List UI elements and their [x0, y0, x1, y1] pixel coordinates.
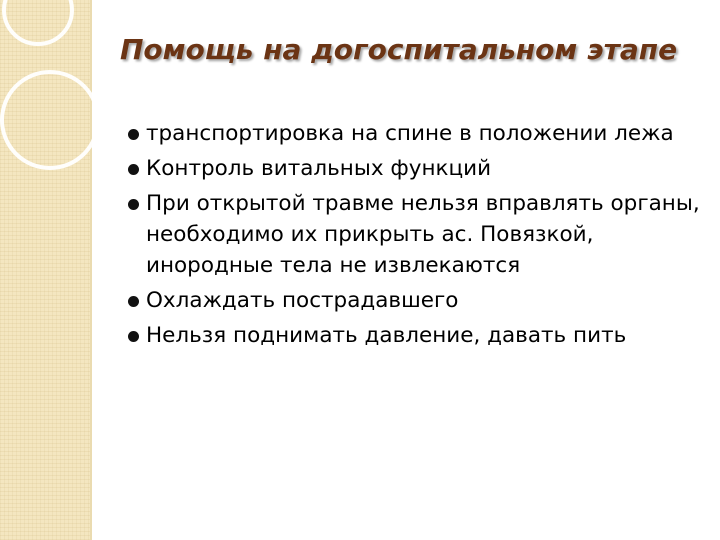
list-item — [128, 285, 714, 316]
list-item — [128, 118, 714, 149]
bullet-list — [128, 118, 714, 355]
bullet-text: Охлаждать пострадавшего — [146, 288, 459, 313]
list-item — [128, 320, 714, 351]
bullet-dot-icon — [128, 199, 139, 210]
bullet-text: Нельзя поднимать давление, давать пить — [146, 323, 627, 348]
bullet-text: Контроль витальных функций — [146, 156, 492, 181]
bullet-dot-icon — [128, 331, 139, 342]
bullet-dot-icon — [128, 129, 139, 140]
decorative-ring — [4, 0, 72, 44]
decorative-ring — [2, 72, 98, 168]
bullet-dot-icon — [128, 296, 139, 307]
bullet-text: транспортировка на спине в положении лежа — [146, 121, 674, 146]
list-item — [128, 153, 714, 184]
bullet-dot-icon — [128, 164, 139, 175]
bullet-text: При открытой травме нельзя вправлять органы, необходимо их прикрыть ас. Повязкой, инородные тела не извлекаются — [146, 191, 700, 278]
slide-title: Помощь на догоспитальном этапе — [120, 33, 678, 66]
list-item — [128, 188, 714, 281]
